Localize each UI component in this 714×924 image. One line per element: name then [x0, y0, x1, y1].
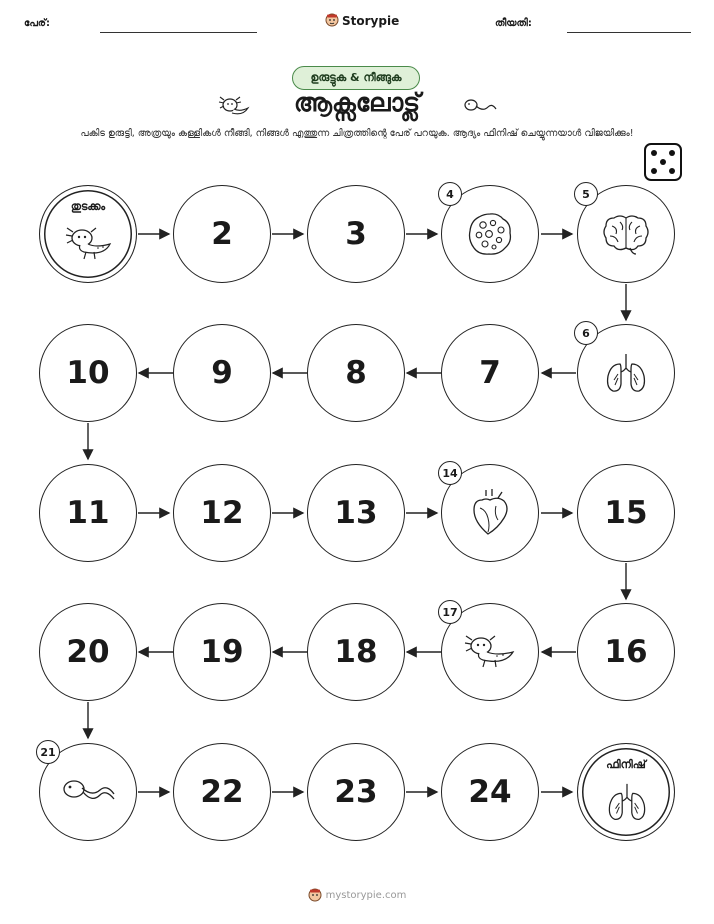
board-space [173, 324, 271, 422]
board-space [441, 464, 539, 562]
board-space [441, 185, 539, 283]
space-number: 9 [211, 355, 233, 391]
space-number: 10 [66, 355, 110, 391]
space-number: 16 [604, 634, 648, 670]
board-space [441, 743, 539, 841]
space-number: 20 [66, 634, 110, 670]
board-space [173, 743, 271, 841]
tadpole-icon [60, 775, 116, 809]
space-number: 13 [334, 495, 378, 531]
axolotl-icon [64, 224, 114, 264]
space-number-badge: 17 [438, 600, 462, 624]
space-number-badge: 14 [438, 461, 462, 485]
lungs-icon [603, 350, 649, 396]
space-number: 7 [479, 355, 501, 391]
virus-icon [465, 209, 515, 259]
space-number: 19 [200, 634, 244, 670]
board-space [173, 185, 271, 283]
space-number: 11 [66, 495, 110, 531]
board-space [577, 185, 675, 283]
start-label: തുടക്കം [70, 200, 106, 213]
date-label: തീയതി: [495, 18, 532, 29]
board-space [39, 324, 137, 422]
heart-icon [468, 488, 512, 538]
board-space [441, 603, 539, 701]
name-label: പേര്: [24, 18, 50, 29]
board-space [307, 324, 405, 422]
page-title: ആക്സലോട്ല് [293, 88, 421, 117]
storypie-logo-icon [308, 888, 322, 903]
space-number: 15 [604, 495, 648, 531]
finish-label: ഫിനിഷ് [606, 758, 646, 771]
space-number: 3 [345, 216, 367, 252]
space-number: 8 [345, 355, 367, 391]
board-space [577, 324, 675, 422]
space-number: 23 [334, 774, 378, 810]
footer [0, 888, 714, 903]
space-number: 18 [334, 634, 378, 670]
board-space [577, 603, 675, 701]
finish-space [577, 743, 675, 841]
brain-icon [600, 212, 652, 256]
lungs-icon [605, 780, 649, 824]
space-number-badge: 5 [574, 182, 598, 206]
board-space [307, 185, 405, 283]
instructions: പകിട ഉരുട്ടി, അത്രയും കള്ളികൾ നീങ്ങി, നിങ്ങൾ എത്തുന്ന ചിത്രത്തിന്റെ പേര് പറയുക. ആദ്യം ഫിനിഷ് ചെയ്യുന്നയാൾ വിജയിക്കും! [80, 128, 634, 139]
board-space [39, 464, 137, 562]
board-space [307, 464, 405, 562]
start-space [39, 185, 137, 283]
board-space [307, 743, 405, 841]
space-number-badge: 21 [36, 740, 60, 764]
space-number-badge: 4 [438, 182, 462, 206]
brand-name: Storypie [342, 13, 400, 28]
board-space [39, 603, 137, 701]
roll-move-badge: ഉരുട്ടുക & നീങ്ങുക [292, 66, 420, 90]
board-space [39, 743, 137, 841]
board-space [577, 464, 675, 562]
board-space [173, 464, 271, 562]
space-number: 22 [200, 774, 244, 810]
space-number-badge: 6 [574, 321, 598, 345]
board-space [173, 603, 271, 701]
footer-url[interactable]: mystorypie.com [325, 890, 407, 901]
space-number: 12 [200, 495, 244, 531]
board-space [307, 603, 405, 701]
axolotl-icon [463, 632, 517, 672]
space-number: 24 [468, 774, 512, 810]
space-number: 2 [211, 216, 233, 252]
board-space [441, 324, 539, 422]
